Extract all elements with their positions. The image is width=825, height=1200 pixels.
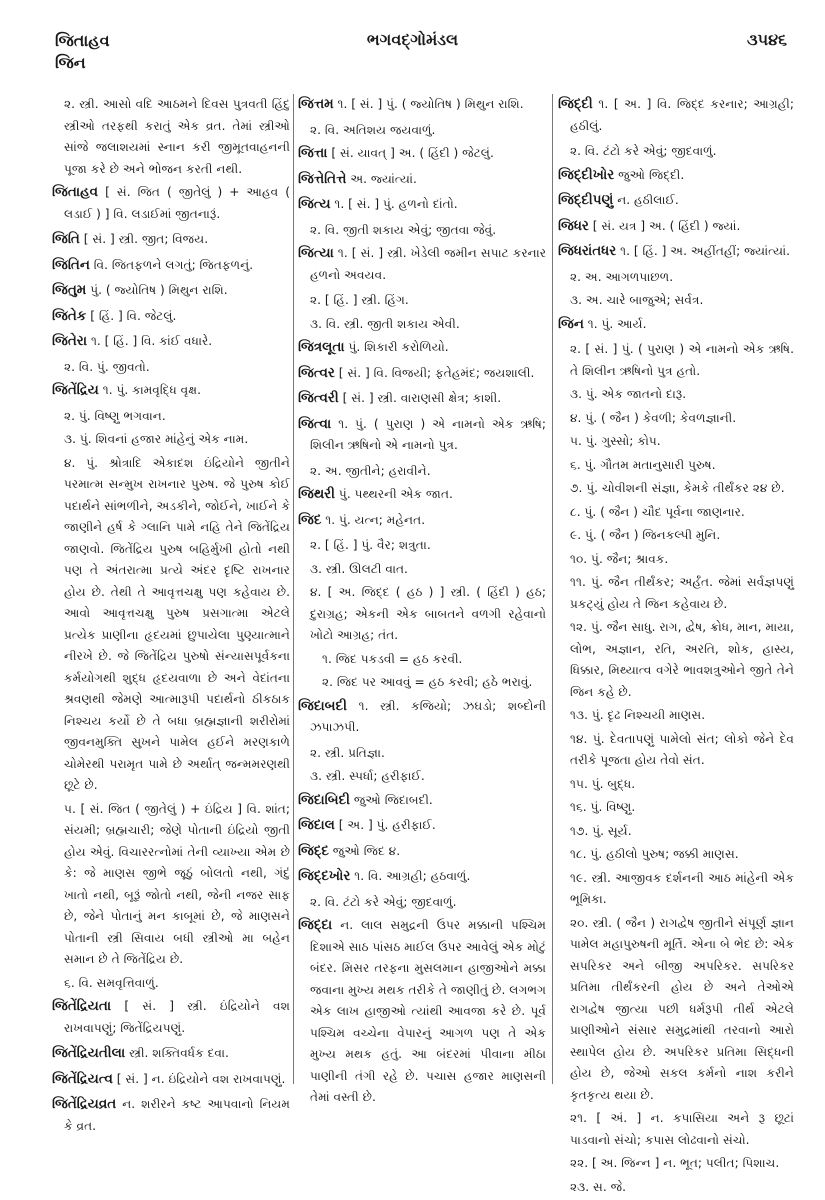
sub-definition: ૫. [ સં. જિત ( જીતેલું ) + ઇંદ્રિય ] વિ. શાંત; સંયમી; બ્રહ્મચારી; જેણે પોતાની ઇંદ્રિયો જીતી હોય એવું. વિચારરત્નોમાં તેની વ્યાખ્યા એમ છે કે: જે માણસ જીભે જૂઠું બોલતો નથી, ગંદું ખાતો નથી, બૂરૂં જોતો નથી, જેની નજર સાફ છે, જેને પોતાનું મન કાબૂમાં છે, જે માણસને પોતાની સ્ત્રી સિવાય બધી સ્ત્રીઓ મા બહેન સમાન છે તે જિતેંદ્રિય છે. <box>64 801 290 966</box>
definition: ૧. વિ. આગ્રહી; હઠવાળું. <box>354 869 471 883</box>
dictionary-entry <box>52 255 290 277</box>
headword: જિતેંદ્રિય <box>52 382 99 398</box>
idiom: ૧. જિદ પકડવી = હઠ કરવી. <box>322 651 463 666</box>
dictionary-entry <box>298 484 546 506</box>
sub-definition: ૨. વિ. જીતી શકાય એવું; જીતવા જેવું. <box>310 222 497 237</box>
page-number: ૩૫૪૬ <box>746 30 787 49</box>
dictionary-entry <box>52 996 290 1039</box>
definition: [ સં. યાવત્ ] અ. ( હિંદી ) જેટલું. <box>331 146 494 160</box>
dictionary-entry <box>298 414 546 457</box>
headword: જિત્તેતિત્તે <box>298 170 347 187</box>
sub-definition: ૨. પું. વિષ્ણુ ભગવાન. <box>64 408 166 423</box>
definition: જુઓ જિદાબદી. <box>353 792 433 807</box>
dictionary-entry <box>52 229 290 251</box>
sub-definition: ૧૪. પું. દેવતાપણું પામેલો સંત; લોકો જેને દેવ તરીકે પૂજતા હોય તેવો સંત. <box>570 731 794 767</box>
dictionary-entry <box>52 306 290 328</box>
definition: ૧. [ સં. ] પું. ( જ્યોતિષ ) મિથુન રાશિ. <box>337 97 524 111</box>
sub-definition: ૧૦. પું. જૈન; શ્રાવક. <box>570 551 669 566</box>
headword: જિત્રલૂતા <box>298 339 345 355</box>
definition: ૧. પું. આર્ય. <box>587 316 647 331</box>
dictionary-entry <box>298 696 546 739</box>
definition: [ સં. ] વિ. વિજયી; ફતેહમંદ; જયશાલી. <box>338 365 535 380</box>
headword: જિતેંદ્રિયતીલા <box>52 1045 126 1061</box>
definition: ૧. [ સં. ] પું. હળનો દાંતો. <box>334 197 458 211</box>
definition: ૧. [ સં. ] સ્ત્રી. ખેડેલી જમીન સપાટ કરનાર હળનો અવયવ. <box>310 246 547 282</box>
headword: જિદાબિદી <box>298 791 350 808</box>
definition: ન. હઠીલાઈ. <box>617 193 679 207</box>
headword: જિથરી <box>298 486 336 502</box>
definition: [ અ. ] પું. હરીફાઈ. <box>338 818 436 832</box>
definition: સ્ત્રી. શક્તિવર્ધક દવા. <box>129 1046 229 1060</box>
headword: જિત્યા <box>298 245 334 261</box>
headword: જિતેક <box>52 307 87 324</box>
headword: જિત્તમ <box>298 96 334 112</box>
sub-definition: ૩. વિ. સ્ત્રી. જીતી શકાય એવી. <box>310 316 460 331</box>
headword: જિતુમ <box>52 282 87 298</box>
dictionary-entry <box>298 841 546 863</box>
sub-definition: ૮. પું. ( જૈન ) ચૌદ પૂર્વના જાણનાર. <box>570 504 745 519</box>
definition: પું. પથ્થરની એક જાત. <box>338 487 453 501</box>
headword: જિતેંદ્રિયવ્રત <box>52 1096 117 1112</box>
sub-definition: ૪. [ અ. જિદ્દ ( હઠ ) ] સ્ત્રી. ( હિંદી ) હઠ; દુરાગ્રહ; એકની એક બાબતને વળગી રહેવાનો ખોટો આગ્રહ; તંત. <box>310 585 546 642</box>
definition: ૧. પું. યત્ન; મહેનત. <box>325 512 426 527</box>
column-1 <box>52 94 290 1141</box>
sub-definition: ૨. [ હિં. ] પું. વૈર; શત્રુતા. <box>310 538 431 552</box>
sub-definition: ૫. પું. ગુસ્સો; કોપ. <box>570 434 661 448</box>
dictionary-entry <box>298 94 546 116</box>
sub-definition: ૨૧. [ અં. ] ન. કપાસિયા અને રૂ છૂટાં પાડવાનો સંચો; કપાસ લોઢવાનો સંચો. <box>570 1111 794 1147</box>
sub-definition: ૨. સ્ત્રી. આસો વદિ આઠમને દિવસ પુત્રવતી હિંદુ સ્ત્રીઓ તરફથી કરાતું એક વ્રત. તેમાં સ્ત્રીઓ સાંજે જલાશયમાં સ્નાન કરી જીમૂતવાહનની પૂજા કરે છે અને ભોજન કરતી નથી. <box>64 97 290 176</box>
headword: જિતિ <box>52 231 80 247</box>
definition: ૧. [ અ. ] વિ. જિદ્દ કરનાર; આગ્રહી; હઠીલું. <box>570 97 794 133</box>
dictionary-entry <box>52 280 290 302</box>
dictionary-entry <box>558 94 794 137</box>
idiom: ૨. જિદ પર આવવું = હઠ કરવી; હઠે ભરાવું. <box>322 675 533 689</box>
headword: જિદ્દા <box>298 917 333 933</box>
dictionary-entry <box>52 182 290 225</box>
sub-definition: ૬. વિ. સમવૃત્તિવાળું. <box>64 975 159 990</box>
sub-definition: ૨. [ સં. ] પું. ( પુરાણ ) એ નામનો એક ઋષિ. તે શિલીન ઋષિનો પુત્ર હતો. <box>570 342 794 378</box>
headword: જિદાલ <box>298 817 335 833</box>
definition: પું. ( જ્યોતિષ ) મિથુન રાશિ. <box>90 283 228 297</box>
dictionary-entry <box>298 915 546 1109</box>
headword: જિધરાંતધર <box>558 243 617 259</box>
headword: જિદ્દીખોર <box>558 166 615 183</box>
sub-definition: ૨. વિ. ટંટો કરે એવું; જીદવાળું. <box>310 894 457 909</box>
column-divider <box>552 94 553 1084</box>
sub-definition: ૧૭. પું. સૂર્ય. <box>570 823 632 838</box>
definition: ૧. પું. કામવૃદ્ધિ વૃક્ષ. <box>102 383 201 397</box>
headword: જિધર <box>558 217 589 234</box>
headword: જિદ્દી <box>558 96 593 112</box>
guide-word-first: જિતાહવ <box>55 31 110 50</box>
headword: જિતેંદ્રિયતા <box>52 998 112 1014</box>
sub-definition: ૧૯. સ્ત્રી. આજીવક દર્શનની આઠ માંહેની એક ભૂમિકા. <box>570 870 794 906</box>
dictionary-entry <box>298 815 546 837</box>
dictionary-entry <box>298 169 546 191</box>
sub-definition: ૩. પું. એક જાતનો દારૂ. <box>570 387 687 401</box>
dictionary-entry <box>52 1043 290 1065</box>
sub-definition: ૨. અ. આગળપાછળ. <box>570 269 674 284</box>
dictionary-entry <box>558 314 794 336</box>
sub-definition: ૨. વિ. ટંટો કરે એવું; જીદવાળું. <box>570 144 717 158</box>
definition: [ સં. ] સ્ત્રી. વારાણસી ક્ષેત્ર; કાશી. <box>342 391 502 405</box>
definition: જુઓ જિદ્દી. <box>618 167 685 182</box>
definition: ૧. [ હિં. ] વિ. કાંઈ વધારે. <box>90 334 213 348</box>
sub-definition: ૨૩. સ. જે. <box>570 1179 627 1194</box>
column-2 <box>298 94 546 1113</box>
dictionary-entry <box>298 194 546 216</box>
dictionary-entry <box>298 363 546 385</box>
guide-word-last: જિન <box>55 53 86 72</box>
definition: [ સં. ] ન. ઇંદ્રિયોને વશ રાખવાપણું. <box>116 1071 286 1086</box>
dictionary-entry <box>298 866 546 888</box>
headword: જિતાહવ <box>52 184 99 200</box>
headword: જિતેરા <box>52 333 88 349</box>
definition: અ. જ્યાંત્યાં. <box>350 171 417 186</box>
sub-definition: ૨. વિ. અતિશય જયવાળું. <box>310 122 436 137</box>
sub-definition: ૪. પું. શ્રોત્રાદિ એકાદશ ઇંદ્રિયોને જીતીને પરમાત્મ સન્મુખ રાખનાર પુરુષ. જે પુરુષ કોઈ પદાર્થને સાંભળીને, અડકીને, જોઈને, ખાઈને કે જાણીને હર્ષ કે ગ્લાનિ પામે નહિ તેને જિતેંદ્રિય જાણવો. જિતેંદ્રિય પુરુષ બહિર્મુખી હોતો નથી પણ તે અંતરાત્મા પ્રત્યે અંદર દૃષ્ટિ રાખનાર હોય છે. તેથી તે આવૃત્તચક્ષુ પણ કહેવાય છે. આવો આવૃત્તચક્ષુ પુરુષ પ્રસગાત્મા એટલે પ્રત્યેક પ્રાણીના હૃદયમાં છુપાયેલા પુણ્યાત્માને નીરખે છે. જે જિતેંદ્રિય પુરુષો સંન્યાસપૂર્વકના કર્મયોગથી શુદ્ધ હૃદયવાળા છે અને વેદાંતના શ્રવણથી જેમણે આત્મારૂપી પદાર્થનો ઠીકઠાક નિશ્ચય કર્યો છે તે બધા બ્રહ્મજ્ઞાની શરીરોમાં જીવનમુક્તિ સુખને પામેલ હઈને મરણકાળે ચોમેરથી પરામૃત પામે છે અર્થાત્ જન્મમરણથી છૂટે છે. <box>64 455 290 792</box>
definition: [ સં. જિત ( જીતેલું ) + આહવ ( લડાઈ ) ] વિ. લડાઈમાં જીતનારૂં. <box>64 185 291 221</box>
dictionary-entry <box>298 510 546 532</box>
headword: જિતેંદ્રિયત્વ <box>52 1070 113 1087</box>
headword: જિત્ય <box>298 196 331 212</box>
definition: ૧. પું. ( પુરાણ ) એ નામનો એક ઋષિ; શિલીન ઋષિનો એ નામનો પુત્ર. <box>310 416 546 452</box>
headword: જિદ્દખોર <box>298 868 351 884</box>
sub-definition: ૧૨. પું. જૈન સાધુ. રાગ, દ્વેષ, ક્રોધ, માન, માયા, લોભ, અજ્ઞાન, રતિ, અરતિ, શોક, હાસ્ય, ધિક્કાર, મિથ્યાત્વ વગેરે ભાવશત્રુઓને જીતે તેને જિન કહે છે. <box>570 620 794 699</box>
dictionary-entry <box>52 380 290 402</box>
dictionary-entry <box>558 216 794 238</box>
sub-definition: ૧૬. પું. વિષ્ણુ. <box>570 800 636 814</box>
sub-definition: ૩. પું. શિવનાં હજાર માંહેનું એક નામ. <box>64 432 249 446</box>
sub-definition: ૨. સ્ત્રી. પ્રતિજ્ઞા. <box>310 745 385 760</box>
dictionary-entry <box>52 331 290 353</box>
dictionary-entry <box>298 388 546 410</box>
headword: જિન <box>558 315 584 332</box>
column-3 <box>558 94 794 1200</box>
sub-definition: ૨. અ. જીતીને; હરાવીને. <box>310 463 431 478</box>
sub-definition: ૭. પું. ચોવીશની સંજ્ઞા, કેમકે તીર્થંકર ૨૪ છે. <box>570 481 785 495</box>
dictionary-entry <box>558 190 794 212</box>
sub-definition: ૨. [ હિં. ] સ્ત્રી. હિંગ. <box>310 293 409 307</box>
definition: [ હિં. ] વિ. જેટલું. <box>90 308 177 323</box>
headword: જિત્વરી <box>298 390 339 406</box>
sub-definition: ૧૮. પું. હઠીલો પુરુષ; જક્કી માણસ. <box>570 847 739 861</box>
sub-definition: ૩. સ્ત્રી. ઊલટી વાત. <box>310 561 408 576</box>
definition: ૧. સ્ત્રી. કજિયો; ઝઘડો; શબ્દોની ઝપાઝપી. <box>310 698 546 734</box>
definition: ૧. [ હિં. ] અ. અહીંતહીં; જ્યાંત્યાં. <box>620 244 791 258</box>
definition: જુઓ જિદ ૪. <box>332 843 401 858</box>
page-title: ભગવદ્ગોમંડલ <box>366 30 459 49</box>
headword: જિદ <box>298 511 322 528</box>
headword: જિત્વર <box>298 364 335 381</box>
definition: વિ. જિતફળને લગતું; જિતફળનું. <box>93 257 254 272</box>
definition: [ સં. ] સ્ત્રી. ઇંદ્રિયોને વશ રાખવાપણું; જિતેંદ્રિયપણું. <box>64 999 290 1035</box>
headword: જિતિન <box>52 256 90 273</box>
dictionary-entry <box>52 1069 290 1091</box>
definition: ન. લાલ સમુદ્રની ઉપર મક્કાની પશ્ચિમ દિશાએ સાઠ પાંસઠ માઈલ ઉપર આવેલું એક મોટું બંદર. મિસર તરફના મુસલમાન હાજીઓને મક્કા જવાના મુખ્ય મથક તરીકે તે જાણીતું છે. લગભગ એક લાખ હાજીઓ ત્યાંથી આવજા કરે છે. પૂર્વ પશ્ચિમ વચ્ચેના વેપારનું આગળ પણ તે એક મુખ્ય મથક હતું. આ બંદરમાં પીવાના મીઠા પાણીની તંગી રહે છે. પચાસ હજાર માણસની તેમાં વસ્તી છે. <box>310 918 546 1104</box>
dictionary-entry <box>558 241 794 263</box>
sub-definition: ૧૫. પું. બુદ્ધ. <box>570 776 636 791</box>
definition: પું. શિકારી કરોળિયો. <box>348 340 449 354</box>
sub-definition: ૯. પું. ( જૈન ) જિનકલ્પી મુનિ. <box>570 528 721 542</box>
headword: જિદ્દીપણું <box>558 192 614 208</box>
definition: ન. શરીરને કષ્ટ આપવાનો નિયમ કે વ્રત. <box>64 1097 290 1133</box>
definition: [ સં. યત્ર ] અ. ( હિંદી ) જ્યાં. <box>592 218 741 233</box>
sub-definition: ૨૨. [ અ. જિન્ન ] ન. ભૂત; પલીત; પિશાચ. <box>570 1156 780 1170</box>
sub-definition: ૪. પું. ( જૈન ) કેવળી; કેવળજ્ઞાની. <box>570 410 737 425</box>
headword: જિદાબદી <box>298 697 347 714</box>
sub-definition: ૨૦. સ્ત્રી. ( જૈન ) રાગદ્વેષ જીતીને સંપૂર્ણ જ્ઞાન પામેલ મહાપુરુષની મૂર્તિ. એના બે ભેદ છે: એક સપરિકર અને બીજી અપરિકર. સપરિકર પ્રતિમા તીર્થંકરની હોય છે અને તેઓએ રાગદ્વેષ જીત્યા પછી ધર્મરૂપી તીર્થ એટલે પ્રાણીઓને સંસાર સમુદ્રમાંથી તરવાનો આરો સ્થાપેલ હોય છે. અપરિકર પ્રતિમા સિદ્ધની હોય છે, જેઓ સકલ કર્મનો નાશ કરીને કૃતકૃત્ય થયા છે. <box>570 915 794 1102</box>
sub-definition: ૩. અ. ચારે બાજુએ; સર્વત્ર. <box>570 293 704 307</box>
column-divider <box>293 94 294 1084</box>
headword: જિત્તા <box>298 145 328 161</box>
sub-definition: ૨. વિ. પું. જીવતો. <box>64 359 150 374</box>
sub-definition: ૩. સ્ત્રી. સ્પર્ધા; હરીફાઈ. <box>310 769 425 783</box>
dictionary-entry <box>298 337 546 359</box>
dictionary-entry <box>298 243 546 286</box>
sub-definition: ૬. પું. ગૌતમ મતાનુસારી પુરુષ. <box>570 457 716 472</box>
sub-definition: ૧૧. પું. જૈન તીર્થંકર; અર્હંત. જેમાં સર્વજ્ઞપણું પ્રકટ્યું હોય તે જિન કહેવાય છે. <box>570 575 794 611</box>
dictionary-entry <box>558 165 794 187</box>
dictionary-entry <box>298 143 546 165</box>
dictionary-entry <box>298 790 546 812</box>
sub-definition: ૧૩. પું. દૃઢ નિશ્ચયી માણસ. <box>570 708 706 722</box>
dictionary-entry <box>52 1094 290 1137</box>
headword: જિત્વા <box>298 415 332 432</box>
definition: [ સં. ] સ્ત્રી. જીત; વિજય. <box>83 232 209 246</box>
headword: જિદ્દ <box>298 842 329 859</box>
